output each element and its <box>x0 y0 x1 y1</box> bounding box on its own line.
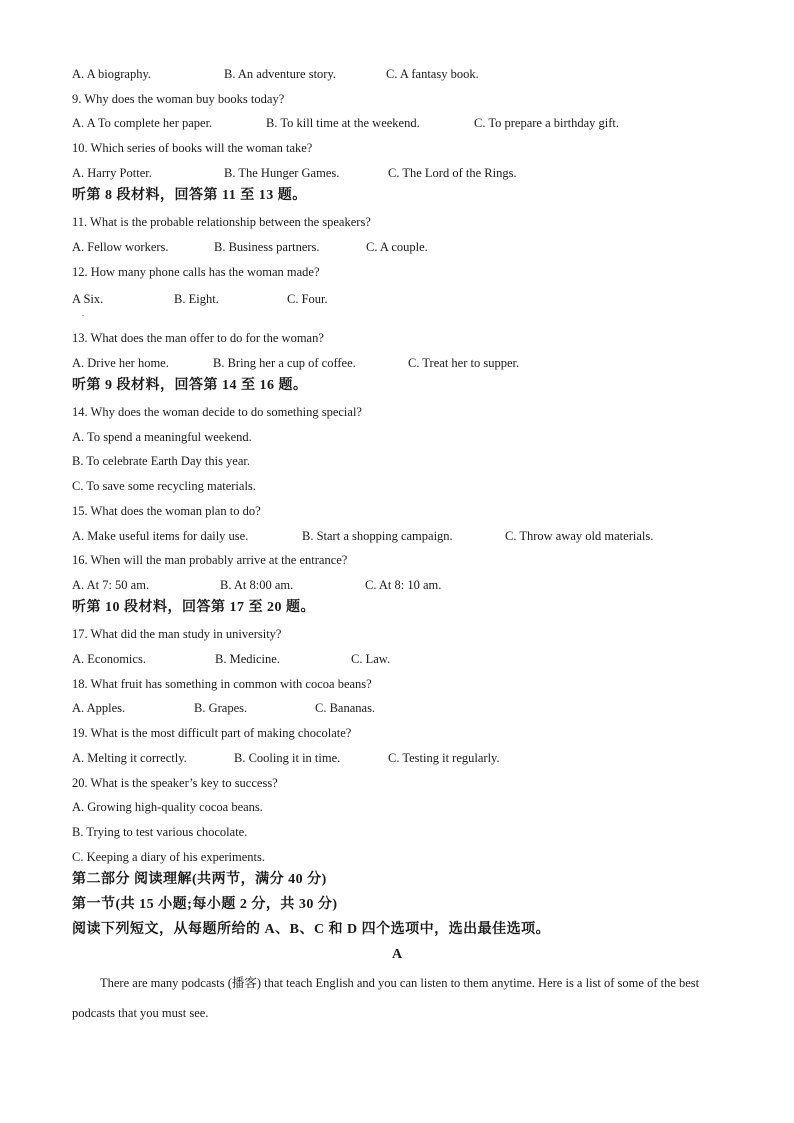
q18-stem: 18. What fruit has something in common with cocoa beans? <box>72 677 372 691</box>
q18-option-c: C. Bananas. <box>315 701 376 715</box>
q13-option-c: C. Treat her to supper. <box>408 356 520 370</box>
passage-paragraph: There are many podcasts (播客) that teach English and you can listen to them anytime. Here is a list of some of the best podcasts that you must see. <box>72 976 700 1020</box>
part-2-title: 第二部分 阅读理解(共两节，满分 40 分) <box>72 872 327 887</box>
q16-stem: 16. When will the man probably arrive at the entrance? <box>72 553 348 567</box>
q11-option-a: A. Fellow workers. <box>72 240 169 254</box>
q19-option-b: B. Cooling it in time. <box>234 751 341 765</box>
q16-option-c: C. At 8: 10 am. <box>365 578 442 592</box>
q20-stem: 20. What is the speaker’s key to success? <box>72 776 278 790</box>
passage-label: A <box>391 947 403 962</box>
q20-option-b: B. Trying to test various chocolate. <box>72 825 248 839</box>
q11-option-b: B. Business partners. <box>214 240 320 254</box>
q12-stem: 12. How many phone calls has the woman made? <box>72 265 320 279</box>
q10-option-a: A. Harry Potter. <box>72 166 152 180</box>
q9-option-a: A. A To complete her paper. <box>72 116 213 130</box>
section-10-heading: 听第 10 段材料，回答第 17 至 20 题。 <box>72 600 315 615</box>
section-9-heading: 听第 9 段材料，回答第 14 至 16 题。 <box>72 378 308 393</box>
q8-option-a: A. A biography. <box>72 67 152 81</box>
q18-option-b: B. Grapes. <box>194 701 248 715</box>
q10-option-b: B. The Hunger Games. <box>224 166 340 180</box>
q19-option-a: A. Melting it correctly. <box>72 751 187 765</box>
stray-dot: . <box>82 309 84 318</box>
q17-option-a: A. Economics. <box>72 652 146 666</box>
q15-option-a: A. Make useful items for daily use. <box>72 529 249 543</box>
q10-stem: 10. Which series of books will the woman take? <box>72 141 313 155</box>
section-8-heading: 听第 8 段材料，回答第 11 至 13 题。 <box>72 188 307 203</box>
part-2-instructions: 阅读下列短文，从每题所给的 A、B、C 和 D 四个选项中，选出最佳选项。 <box>72 922 551 937</box>
q20-option-a: A. Growing high-quality cocoa beans. <box>72 800 263 814</box>
q9-option-c: C. To prepare a birthday gift. <box>474 116 620 130</box>
q14-option-c: C. To save some recycling materials. <box>72 479 256 493</box>
q13-option-a: A. Drive her home. <box>72 356 169 370</box>
q15-option-b: B. Start a shopping campaign. <box>302 529 453 543</box>
q14-stem: 14. Why does the woman decide to do something special? <box>72 405 362 419</box>
part-2-section-1: 第一节(共 15 小题;每小题 2 分，共 30 分) <box>72 897 338 912</box>
q12-option-c: C. Four. <box>287 292 328 306</box>
q20-option-c: C. Keeping a diary of his experiments. <box>72 850 266 864</box>
q14-option-b: B. To celebrate Earth Day this year. <box>72 454 250 468</box>
q19-stem: 19. What is the most difficult part of making chocolate? <box>72 726 352 740</box>
q13-stem: 13. What does the man offer to do for the woman? <box>72 331 324 345</box>
q12-option-b: B. Eight. <box>174 292 219 306</box>
q17-stem: 17. What did the man study in university? <box>72 627 282 641</box>
q9-stem: 9. Why does the woman buy books today? <box>72 92 285 106</box>
q17-option-c: C. Law. <box>351 652 391 666</box>
q9-option-b: B. To kill time at the weekend. <box>266 116 420 130</box>
q14-option-a: A. To spend a meaningful weekend. <box>72 430 252 444</box>
q16-option-b: B. At 8:00 am. <box>220 578 294 592</box>
q11-stem: 11. What is the probable relationship between the speakers? <box>72 215 371 229</box>
q17-option-b: B. Medicine. <box>215 652 280 666</box>
q15-option-c: C. Throw away old materials. <box>505 529 654 543</box>
q12-option-a: A Six. <box>72 292 104 306</box>
q19-option-c: C. Testing it regularly. <box>388 751 500 765</box>
q13-option-b: B. Bring her a cup of coffee. <box>213 356 356 370</box>
q18-option-a: A. Apples. <box>72 701 126 715</box>
q8-option-c: C. A fantasy book. <box>386 67 479 81</box>
q10-option-c: C. The Lord of the Rings. <box>388 166 517 180</box>
q15-stem: 15. What does the woman plan to do? <box>72 504 261 518</box>
q16-option-a: A. At 7: 50 am. <box>72 578 150 592</box>
q11-option-c: C. A couple. <box>366 240 428 254</box>
q8-option-b: B. An adventure story. <box>224 67 337 81</box>
